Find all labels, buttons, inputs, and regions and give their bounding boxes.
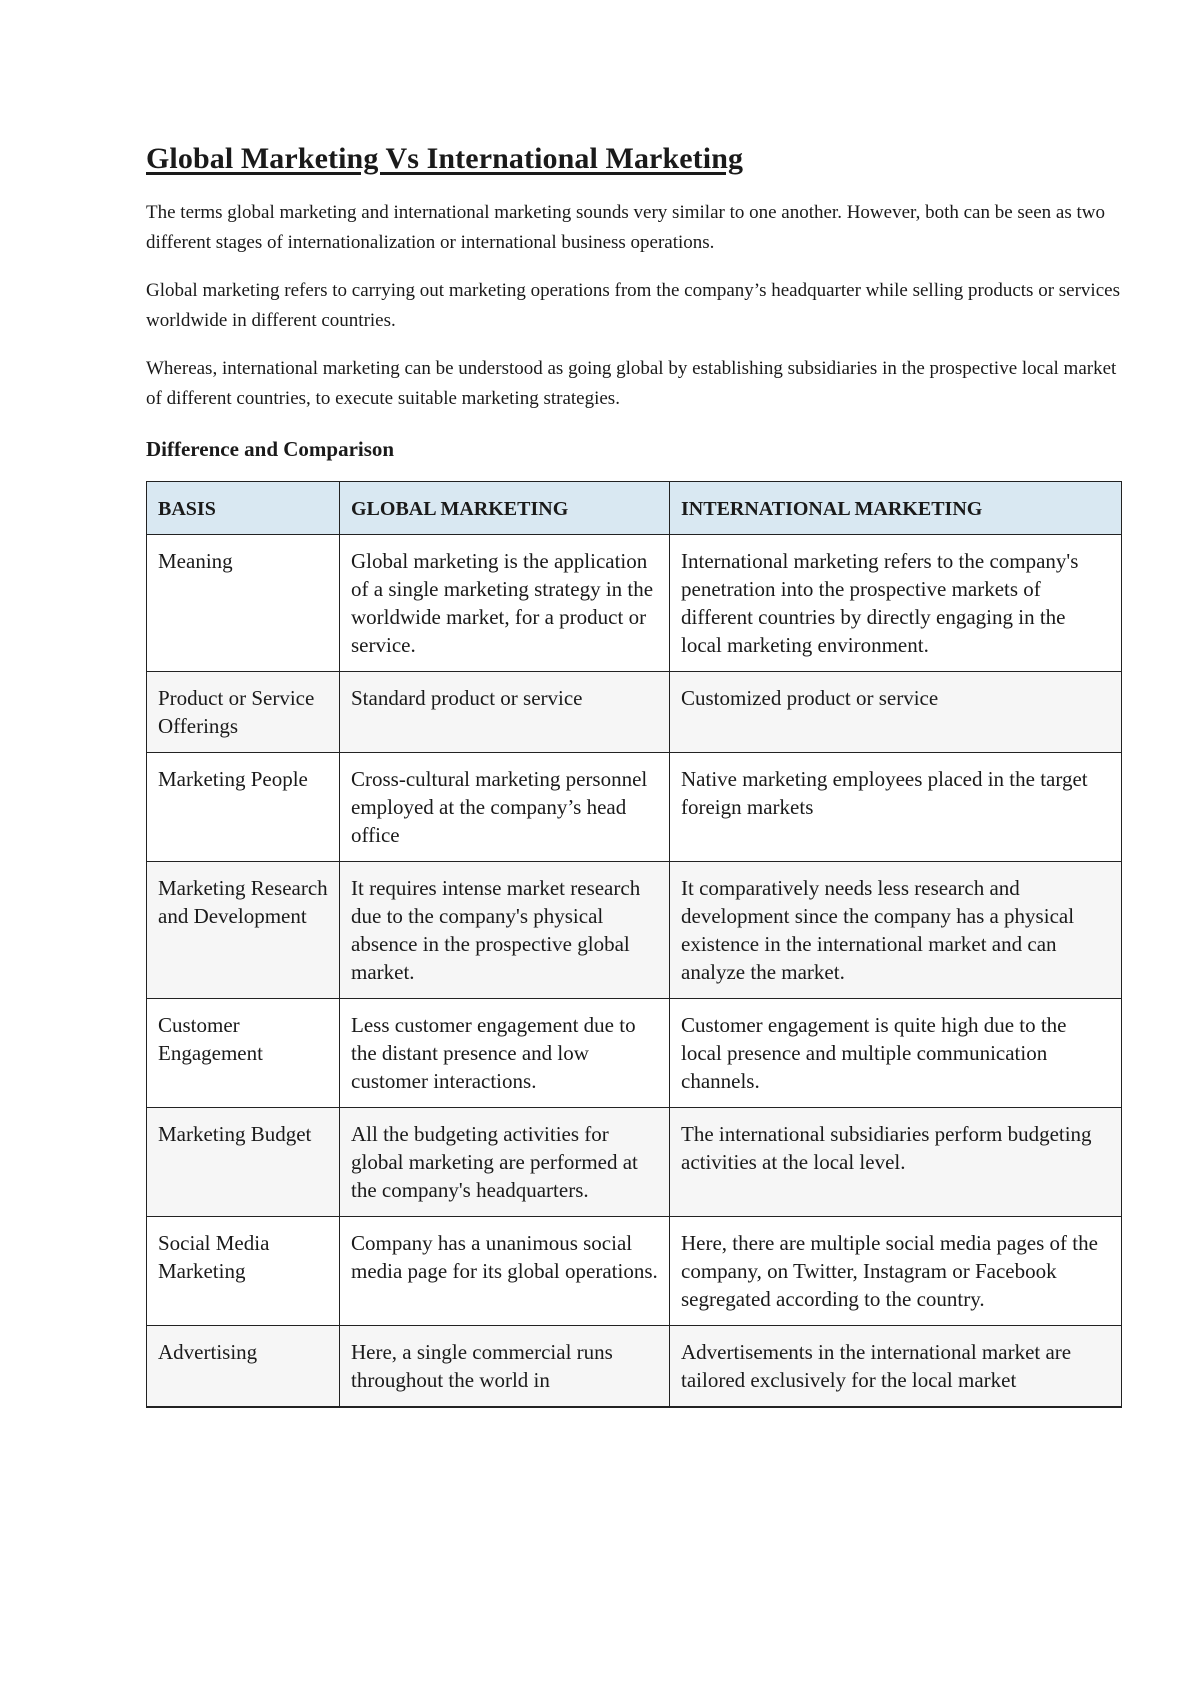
- table-cell-basis: Social Media Marketing: [147, 1216, 340, 1325]
- document-page: [146, 140, 1120, 1408]
- table-row: [147, 1325, 1122, 1407]
- table-cell-global: Standard product or service: [340, 671, 670, 752]
- table-cell-global: All the budgeting activities for global marketing are performed at the company's headquarters.: [340, 1107, 670, 1216]
- table-cell-basis: Marketing Budget: [147, 1107, 340, 1216]
- table-row: [147, 861, 1122, 998]
- table-row: [147, 752, 1122, 861]
- international-marketing-paragraph: Whereas, international marketing can be understood as going global by establishing subsidiaries in the prospective local market of different countries, to execute suitable marketing strategies.: [146, 357, 1117, 409]
- table-cell-international: The international subsidiaries perform budgeting activities at the local level.: [670, 1107, 1122, 1216]
- table-row: [147, 1216, 1122, 1325]
- table-cell-global: Here, a single commercial runs throughout the world in: [340, 1325, 670, 1407]
- table-cell-international: Customer engagement is quite high due to the local presence and multiple communication channels.: [670, 998, 1122, 1107]
- table-cell-international: Here, there are multiple social media pages of the company, on Twitter, Instagram or Facebook segregated according to the country.: [670, 1216, 1122, 1325]
- global-marketing-paragraph: Global marketing refers to carrying out marketing operations from the company’s headquarter while selling products or services worldwide in different countries.: [146, 279, 1120, 331]
- header-basis: BASIS: [147, 481, 340, 534]
- table-row: [147, 534, 1122, 671]
- table-cell-basis: Marketing People: [147, 752, 340, 861]
- comparison-table: [146, 481, 1122, 1408]
- document-title: Global Marketing Vs International Marketing: [146, 142, 744, 175]
- table-cell-basis: Meaning: [147, 534, 340, 671]
- section-heading: Difference and Comparison: [146, 436, 395, 461]
- table-row: [147, 1107, 1122, 1216]
- table-cell-basis: Customer Engagement: [147, 998, 340, 1107]
- table-cell-global: Global marketing is the application of a single marketing strategy in the worldwide market, for a product or service.: [340, 534, 670, 671]
- table-cell-global: Less customer engagement due to the distant presence and low customer interactions.: [340, 998, 670, 1107]
- table-cell-international: Customized product or service: [670, 671, 1122, 752]
- table-cell-basis: Product or Service Offerings: [147, 671, 340, 752]
- table-cell-global: It requires intense market research due to the company's physical absence in the prospective global market.: [340, 861, 670, 998]
- table-cell-international: Advertisements in the international market are tailored exclusively for the local market: [670, 1325, 1122, 1407]
- table-cell-global: Cross-cultural marketing personnel employed at the company’s head office: [340, 752, 670, 861]
- header-global-marketing: GLOBAL MARKETING: [340, 481, 670, 534]
- table-cell-basis: Marketing Research and Development: [147, 861, 340, 998]
- header-international-marketing: INTERNATIONAL MARKETING: [670, 481, 1122, 534]
- table-header-row: [147, 481, 1122, 534]
- table-cell-international: Native marketing employees placed in the target foreign markets: [670, 752, 1122, 861]
- table-cell-international: It comparatively needs less research and development since the company has a physical existence in the international market and can analyze the market.: [670, 861, 1122, 998]
- table-cell-basis: Advertising: [147, 1325, 340, 1407]
- table-cell-international: International marketing refers to the company's penetration into the prospective markets of different countries by directly engaging in the local marketing environment.: [670, 534, 1122, 671]
- table-row: [147, 998, 1122, 1107]
- intro-paragraph: The terms global marketing and international marketing sounds very similar to one another. However, both can be seen as two different stages of internationalization or international business operations.: [146, 201, 1105, 253]
- table-cell-global: Company has a unanimous social media page for its global operations.: [340, 1216, 670, 1325]
- table-row: [147, 671, 1122, 752]
